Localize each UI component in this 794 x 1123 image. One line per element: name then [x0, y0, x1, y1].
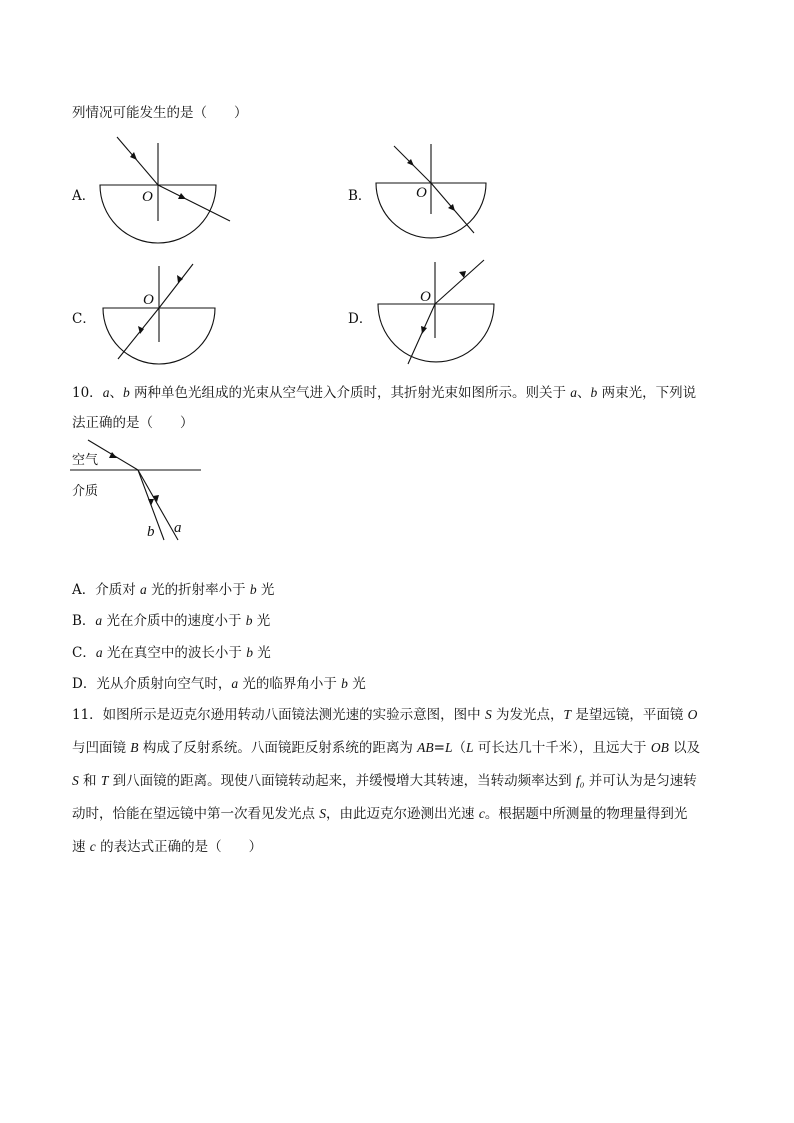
q10-figure — [70, 438, 210, 542]
q10-number: 10． — [72, 385, 103, 401]
point-o: O — [416, 185, 427, 201]
point-o: O — [420, 289, 431, 305]
q9-option-c-figure — [98, 262, 228, 372]
refracted-ray — [159, 264, 193, 308]
refracted-ray — [158, 185, 230, 221]
var-b: b — [590, 385, 598, 400]
q9-option-a-figure — [95, 135, 235, 247]
arrowhead — [448, 204, 455, 211]
ray-b-label: b — [147, 524, 155, 540]
q10-option-d: D．光从介质射向空气时，a 光的临界角小于 b 光 — [72, 676, 366, 692]
q9-option-c-label: C． — [72, 311, 96, 327]
q10-option-a: A．介质对 a 光的折射率小于 b 光 — [72, 582, 275, 598]
q11-line2: 与凹面镜 B 构成了反射系统。八面镜距反射系统的距离为 AB=L（L 可长达几十千米），且远大于 OB 以及 — [72, 740, 701, 756]
semicircle-glass — [378, 304, 494, 362]
air-label: 空气 — [72, 453, 99, 468]
refracted-ray — [435, 260, 484, 304]
q11-line1: 11．如图所示是迈克尔逊用转动八面镜法测光速的实验示意图，图中 S 为发光点，T 是望远镜，平面镜 O — [72, 707, 698, 723]
q11-line5: 速 c 的表达式正确的是（ ） — [72, 839, 263, 855]
var-b: b — [122, 385, 130, 400]
q9-option-d-label: D． — [348, 311, 373, 327]
point-o: O — [142, 189, 153, 205]
q9-option-b-figure — [372, 140, 492, 246]
q10-option-c: C．a 光在真空中的波长小于 b 光 — [72, 645, 271, 661]
q9-stem-tail: 列情况可能发生的是（ ） — [72, 105, 248, 121]
q10-line1: 10．a、b 两种单色光组成的光束从空气进入介质时，其折射光束如图所示。则关于 a、b 两束光，下列说 — [72, 385, 697, 401]
incident-ray — [117, 137, 158, 185]
ray-a-label: a — [174, 520, 182, 536]
var-a: a — [570, 385, 578, 400]
q10-line2: 法正确的是（ ） — [72, 415, 194, 431]
q11-line4: 动时，恰能在望远镜中第一次看见发光点 S，由此迈克尔逊测出光速 c。根据题中所测量的物理量得到光 — [72, 806, 688, 822]
var-a: a — [102, 385, 110, 400]
q9-option-b-label: B． — [348, 188, 372, 204]
arrowhead — [177, 275, 183, 283]
arrowhead — [148, 499, 154, 506]
q11-line3: S 和 T 到八面镜的距离。现使八面镜转动起来，并缓慢增大其转速，当转动频率达到 f₀ 并可认为是匀速转 — [72, 773, 697, 789]
q10-option-b: B．a 光在介质中的速度小于 b 光 — [72, 613, 271, 629]
point-o: O — [143, 292, 154, 308]
arrowhead — [421, 326, 427, 334]
q9-option-a-label: A． — [72, 188, 96, 204]
incident-ray — [408, 304, 435, 364]
incident-ray — [118, 308, 159, 359]
ray-a-line — [138, 470, 178, 540]
q9-option-d-figure — [374, 258, 504, 368]
medium-label: 介质 — [72, 484, 99, 499]
